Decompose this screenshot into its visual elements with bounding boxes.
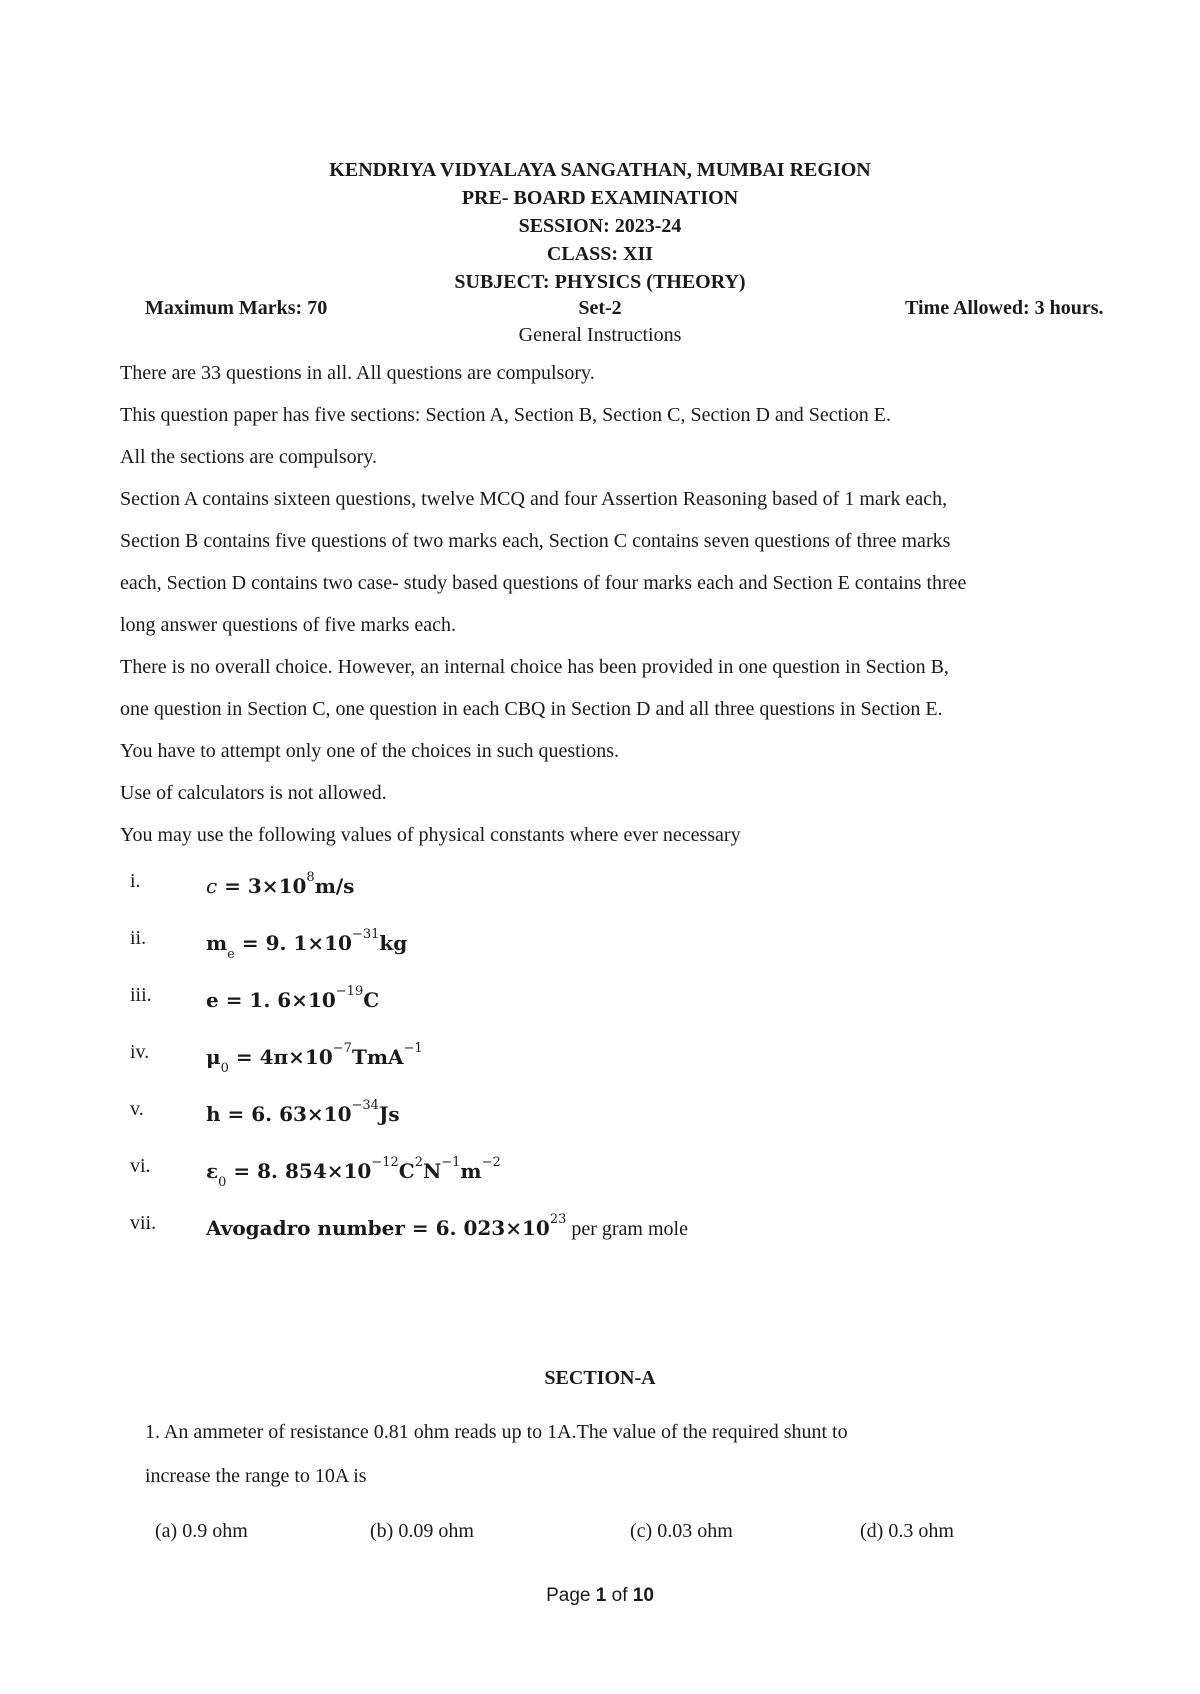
footer-of: of	[606, 1585, 633, 1606]
page-number: 1	[595, 1585, 607, 1606]
instruction-line: There are 33 questions in all. All questions are compulsory.	[120, 362, 595, 384]
instruction-line: Use of calculators is not allowed.	[120, 782, 387, 804]
school-name: KENDRIYA VIDYALAYA SANGATHAN, MUMBAI REGION	[329, 159, 871, 181]
list-number: iii.	[130, 984, 152, 1006]
exam-header	[0, 156, 1200, 296]
constant-electron-charge	[130, 974, 1030, 1031]
constant-avogadro	[130, 1202, 1030, 1259]
instruction-line: All the sections are compulsory.	[120, 446, 377, 468]
constant-electron-mass	[130, 917, 1030, 974]
general-instructions-title: General Instructions	[518, 324, 682, 346]
instruction-line: one question in Section C, one question in each CBQ in Section D and all three questions in Section E.	[120, 698, 943, 720]
formula: $\varepsilon_0 = 8$. $854\times 10^{-12}C^2N^{-1}m^{-2}$	[206, 1155, 501, 1190]
option-d: (d) 0.3 ohm	[860, 1520, 954, 1542]
instruction-line: Section A contains sixteen questions, twelve MCQ and four Assertion Reasoning based of 1 mark each,	[120, 488, 948, 510]
footer-prefix: Page	[546, 1585, 596, 1606]
constant-permeability	[130, 1031, 1030, 1088]
option-b: (b) 0.09 ohm	[370, 1520, 474, 1542]
session: SESSION: 2023-24	[518, 215, 682, 237]
time-allowed: Time Allowed: 3 hours.	[905, 297, 1104, 319]
formula: Avogadro number = 6. $023\times 10^{23}$ per gram mole	[206, 1212, 688, 1240]
constant-speed-of-light	[130, 860, 1030, 917]
instruction-line: Section B contains five questions of two marks each, Section C contains seven questions of three marks	[120, 530, 951, 552]
subject: SUBJECT: PHYSICS (THEORY)	[454, 271, 746, 293]
instruction-line: There is no overall choice. However, an internal choice has been provided in one question in Section B,	[120, 656, 949, 678]
option-c: (c) 0.03 ohm	[630, 1520, 733, 1542]
page-total: 10	[632, 1585, 654, 1606]
class: CLASS: XII	[546, 243, 654, 265]
question-text: 1. An ammeter of resistance 0.81 ohm reads up to 1A.The value of the required shunt to	[145, 1421, 848, 1443]
constants-list	[130, 860, 1030, 1259]
instructions-block	[120, 352, 1170, 856]
list-number: ii.	[130, 927, 147, 949]
list-number: vii.	[130, 1212, 157, 1234]
set-number: Set-2	[578, 297, 622, 319]
marks-row	[0, 297, 1200, 325]
instruction-line: This question paper has five sections: Section A, Section B, Section C, Section D and Section E.	[120, 404, 891, 426]
question-1	[145, 1410, 1095, 1498]
list-number: vi.	[130, 1155, 151, 1177]
page-footer	[0, 1585, 1200, 1607]
section-a-title: SECTION-A	[544, 1367, 656, 1389]
option-a: (a) 0.9 ohm	[155, 1520, 248, 1542]
constant-planck	[130, 1088, 1030, 1145]
list-number: i.	[130, 870, 141, 892]
max-marks: Maximum Marks: 70	[145, 297, 328, 319]
formula: h = 6. $63\times 10^{-34}Js$	[206, 1098, 400, 1126]
instruction-line: You have to attempt only one of the choices in such questions.	[120, 740, 620, 762]
list-number: v.	[130, 1098, 144, 1120]
instruction-line: You may use the following values of physical constants where ever necessary	[120, 824, 741, 846]
question-text: increase the range to 10A is	[145, 1465, 367, 1487]
instruction-line: long answer questions of five marks each.	[120, 614, 457, 636]
formula: $\mu_0 = 4\pi\times 10^{-7}TmA^{-1}$	[206, 1041, 423, 1076]
constant-permittivity	[130, 1145, 1030, 1202]
formula: e = 1. $6\times 10^{-19}C$	[206, 984, 380, 1012]
formula: $c = 3\times 10^8m/s$	[206, 870, 355, 898]
formula: $m_e = 9$. $1\times 10^{-31}kg$	[206, 927, 408, 962]
question-1-options	[0, 1520, 1200, 1550]
exam-title: PRE- BOARD EXAMINATION	[461, 187, 739, 209]
list-number: iv.	[130, 1041, 150, 1063]
instruction-line: each, Section D contains two case- study based questions of four marks each and Section E contains three	[120, 572, 967, 594]
